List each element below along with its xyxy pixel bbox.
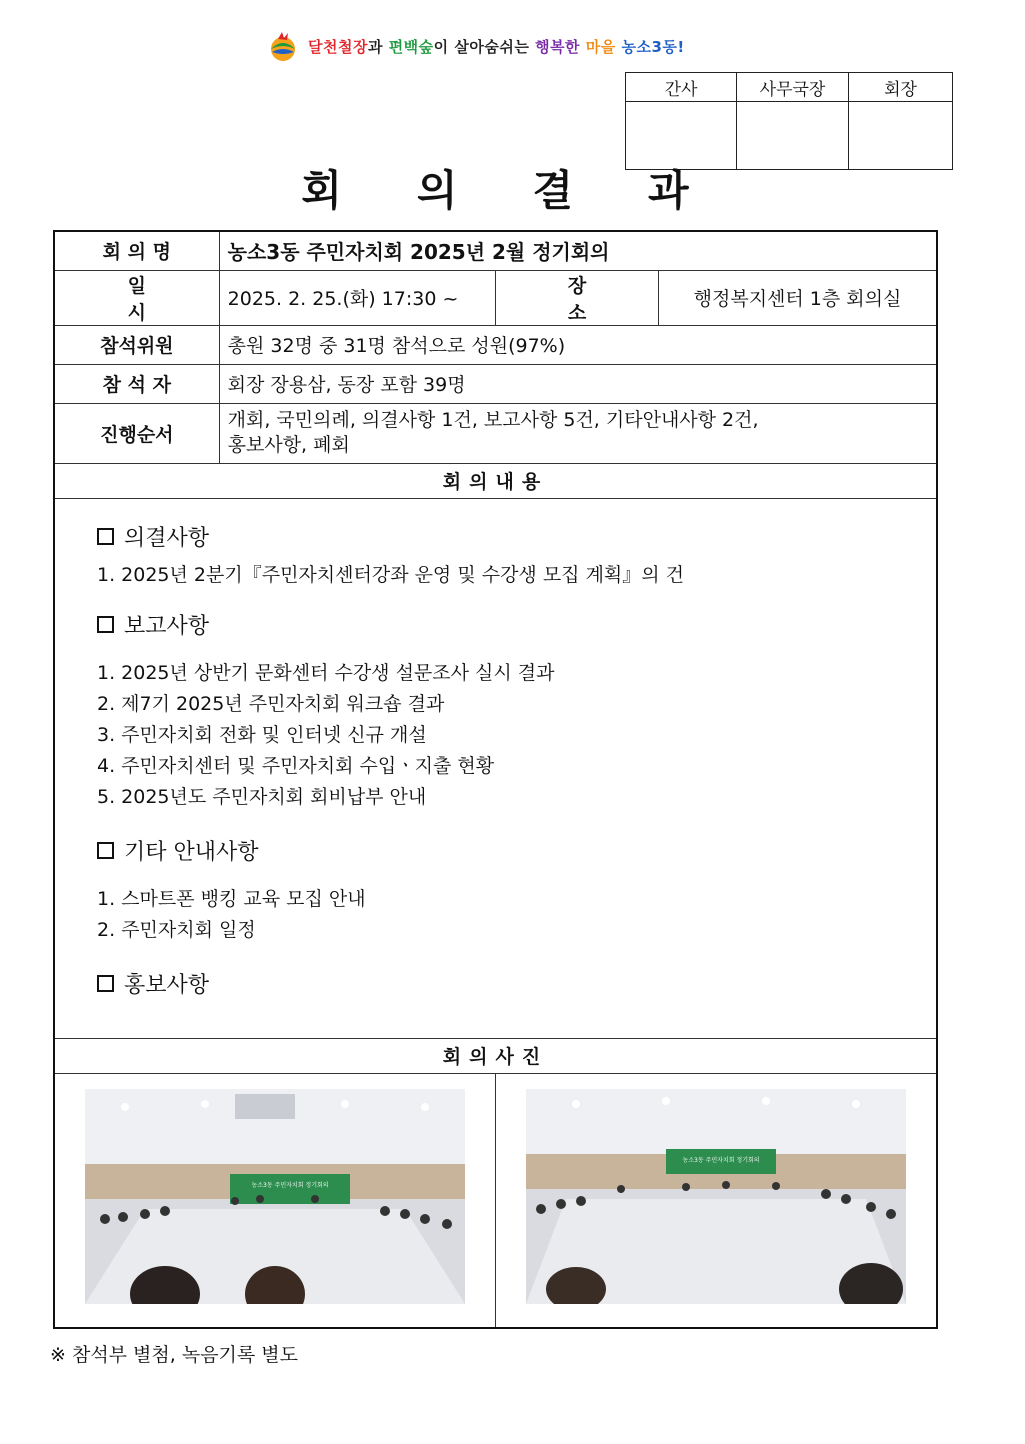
meeting-name: 농소3동 주민자치회 2025년 2월 정기회의 xyxy=(219,231,937,270)
photo-header: 회의사진 xyxy=(54,1038,937,1073)
village-logo-icon xyxy=(266,29,300,63)
order-value xyxy=(219,403,937,463)
report-item: 1. 2025년 상반기 문화센터 수강생 설문조사 실시 결과 xyxy=(97,661,555,684)
photo-banner-text: 농소3동 주민자치회 정기회의 xyxy=(682,1156,760,1164)
resolution-item: 1. 2025년 2분기『주민자치센터강좌 운영 및 수강생 모집 계획』의 건 xyxy=(97,563,685,586)
photo-cell-left xyxy=(54,1073,496,1328)
approval-header: 간사 xyxy=(626,73,737,102)
report-item: 5. 2025년도 주민자치회 회비납부 안내 xyxy=(97,785,427,808)
date-label: 일 시 xyxy=(54,270,219,325)
etc-title: 기타 안내사항 xyxy=(97,835,936,866)
meeting-photo xyxy=(85,1089,465,1304)
meeting-place: 행정복지센터 1층 회의실 xyxy=(659,270,938,325)
order-label: 진행순서 xyxy=(54,403,219,463)
content-body xyxy=(54,498,937,1038)
report-item: 3. 주민자치회 전화 및 인터넷 신규 개설 xyxy=(97,723,427,746)
order-line: 개회, 국민의례, 의결사항 1건, 보고사항 5건, 기타안내사항 2건, xyxy=(227,409,759,431)
approval-header: 회장 xyxy=(849,73,953,102)
report-item: 2. 제7기 2025년 주민자치회 워크숍 결과 xyxy=(97,692,445,715)
meeting-name-label: 회 의 명 xyxy=(54,231,219,270)
place-label: 장 소 xyxy=(496,270,659,325)
content-header: 회의내용 xyxy=(54,463,937,498)
meeting-date: 2025. 2. 25.(화) 17:30 ~ xyxy=(219,270,495,325)
members-label: 참석위원 xyxy=(54,325,219,364)
slogan-text: 달천철장과 편백숲이 살아숨쉬는 행복한 마을 농소3동! xyxy=(308,37,685,56)
etc-item: 2. 주민자치회 일정 xyxy=(97,918,256,941)
approval-table xyxy=(625,72,953,170)
checkbox-square-icon xyxy=(97,975,114,992)
attendees-value: 회장 장용삼, 동장 포함 39명 xyxy=(219,364,937,403)
photo-banner-text: 농소3동 주민자치회 정기회의 xyxy=(251,1181,329,1189)
report-title: 보고사항 xyxy=(97,609,936,640)
page-title: 회의결과 xyxy=(301,166,764,215)
promo-title: 홍보사항 xyxy=(97,968,936,999)
checkbox-square-icon xyxy=(97,616,114,633)
slogan-banner xyxy=(266,28,685,64)
attendees-label: 참 석 자 xyxy=(54,364,219,403)
etc-item: 1. 스마트폰 뱅킹 교육 모집 안내 xyxy=(97,887,366,910)
report-item: 4. 주민자치센터 및 주민자치회 수입ㆍ지출 현황 xyxy=(97,754,495,777)
approval-header: 사무국장 xyxy=(737,73,849,102)
resolution-title: 의결사항 xyxy=(97,521,936,552)
footnote: ※ 참석부 별첨, 녹음기록 별도 xyxy=(50,1344,299,1366)
meeting-photo xyxy=(526,1089,906,1304)
photo-cell-right xyxy=(496,1073,938,1328)
checkbox-square-icon xyxy=(97,842,114,859)
members-value: 총원 32명 중 31명 참석으로 성원(97%) xyxy=(219,325,937,364)
order-line: 홍보사항, 폐회 xyxy=(227,434,350,456)
checkbox-square-icon xyxy=(97,528,114,545)
meeting-table xyxy=(53,230,938,1329)
